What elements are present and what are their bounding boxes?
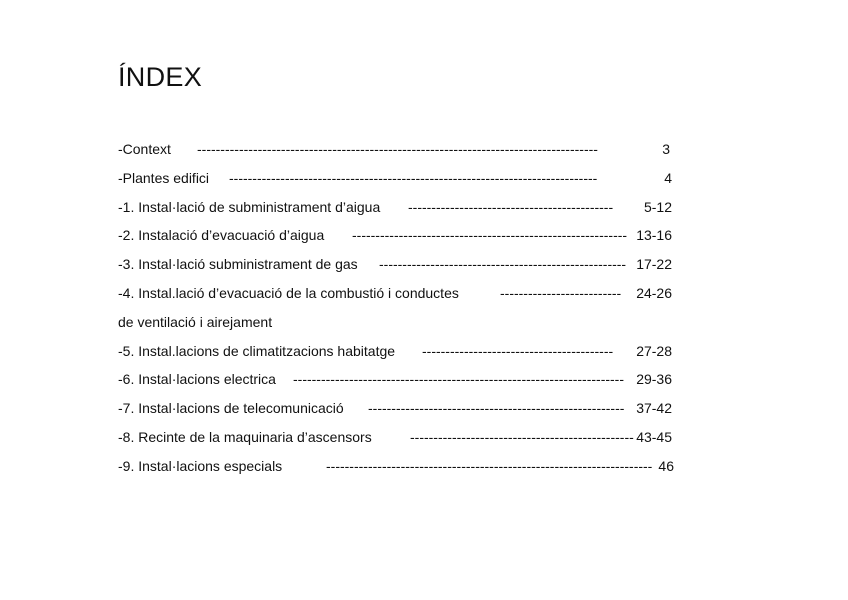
- toc-entry-label: -4. Instal.lació d’evacuació de la combustió i conductes: [118, 284, 459, 301]
- toc-entry-context: [118, 139, 678, 168]
- toc-entry-section-3: [118, 254, 678, 283]
- toc-dot-leader: -----------------------------------------------------: [379, 256, 627, 273]
- toc-entry-section-5: [118, 341, 678, 370]
- toc-entry-page: 46: [658, 457, 674, 474]
- table-of-contents: [118, 139, 678, 485]
- toc-entry-page: 17-22: [636, 256, 672, 273]
- toc-entry-label: -6. Instal·lacions electrica: [118, 371, 276, 388]
- toc-dot-leader: -----------------------------------------: [422, 342, 614, 359]
- toc-dot-leader: ----------------------------------------------------------------------: [326, 457, 653, 474]
- toc-entry-section-6: [118, 369, 678, 398]
- toc-entry-label: de ventilació i airejament: [118, 313, 273, 330]
- toc-entry-label: -8. Recinte de la maquinaria d’ascensors: [118, 428, 372, 445]
- toc-dot-leader: -------------------------------------------------------------------------------: [229, 169, 598, 186]
- toc-entry-section-2: [118, 225, 678, 254]
- toc-entry-section-1: [118, 197, 678, 226]
- toc-entry-page: 43-45: [636, 428, 672, 445]
- toc-dot-leader: -----------------------------------------------------------------------: [293, 371, 625, 388]
- toc-entry-label: -2. Instalació d’evacuació d’aigua: [118, 227, 325, 244]
- toc-entry-page: 29-36: [636, 371, 672, 388]
- toc-entry-plantes-edifici: [118, 168, 678, 197]
- toc-entry-label: -3. Instal·lació subministrament de gas: [118, 256, 358, 273]
- toc-dot-leader: --------------------------------------------------------------------------------------: [197, 141, 598, 157]
- toc-entry-section-9: [118, 456, 678, 485]
- toc-entry-label: -1. Instal·lació de subministrament d’aigua: [118, 198, 381, 215]
- index-title: ÍNDEX: [118, 62, 203, 92]
- toc-entry-page: 4: [664, 169, 672, 186]
- toc-entry-label: -5. Instal.lacions de climatitzacions habitatge: [118, 342, 396, 359]
- toc-dot-leader: --------------------------------------------: [408, 198, 614, 215]
- toc-entry-page: 37-42: [636, 400, 672, 417]
- toc-entry-section-4: [118, 283, 678, 312]
- toc-entry-section-8: [118, 427, 678, 456]
- toc-entry-page: 5-12: [643, 198, 672, 215]
- toc-dot-leader: -----------------------------------------------------------: [352, 227, 628, 244]
- toc-dot-leader: ------------------------------------------------: [410, 428, 634, 445]
- toc-entry-section-7: [118, 398, 678, 427]
- toc-entry-page: 13-16: [636, 227, 672, 244]
- toc-dot-leader: --------------------------: [500, 284, 622, 301]
- toc-entry-section-4-continued: [118, 312, 678, 341]
- toc-dot-leader: -------------------------------------------------------: [368, 400, 625, 417]
- toc-entry-label: -9. Instal·lacions especials: [118, 457, 283, 474]
- toc-entry-label: -Plantes edifici: [118, 169, 210, 186]
- toc-entry-page: 27-28: [636, 342, 672, 359]
- toc-entry-label: -7. Instal·lacions de telecomunicació: [118, 400, 344, 417]
- toc-entry-page: 3: [662, 141, 670, 157]
- toc-entry-label: -Context: [118, 141, 171, 157]
- toc-entry-page: 24-26: [636, 284, 672, 301]
